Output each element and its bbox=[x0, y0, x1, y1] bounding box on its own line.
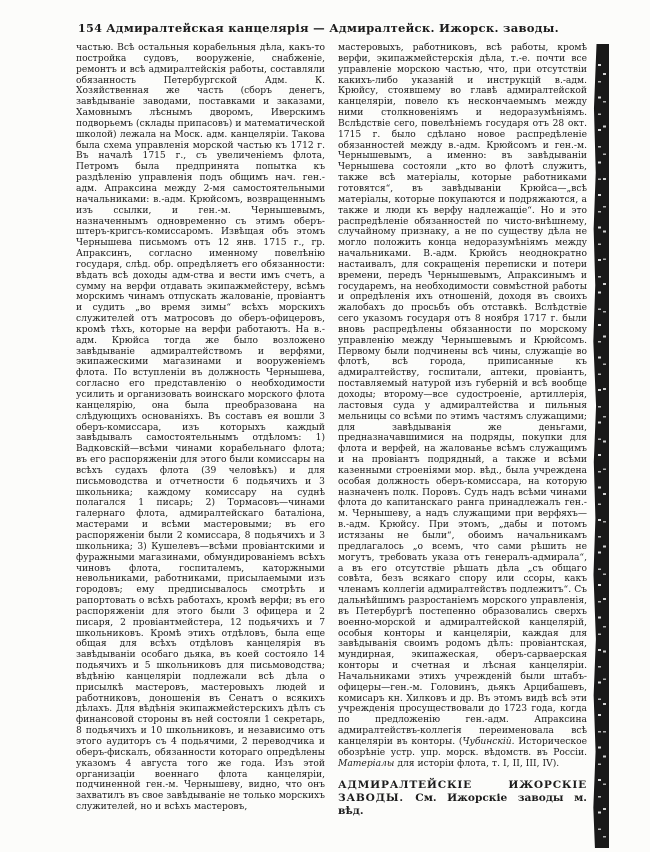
scan-edge-artifact bbox=[593, 44, 609, 848]
column-left bbox=[76, 43, 325, 818]
next-article-entry bbox=[338, 779, 587, 819]
citation-work-title: Матеріалы bbox=[338, 758, 395, 769]
page-number: 154 bbox=[78, 22, 103, 35]
running-header-title: Адмиралтейская канцелярія — Адмиралтейск. Ижорск. заводы. bbox=[106, 21, 559, 35]
citation-middle: Историческое обозрѣніе устр. упр. морск. вѣдомств. въ Россіи. bbox=[338, 737, 587, 758]
citation-author: Чубинскій. bbox=[462, 737, 515, 747]
article-text-left: частью. Всѣ остальныя корабельныя дѣла, какъ-то постройка судовъ, вооруженіе, снабженіе, ремонтъ и всѣ адмиралтейскія работы, составляли обязанность Петербургской Адм. К. Хозяйственная же часть (сборъ денегъ, завѣдываніе заводами, поставками и заказами, Хамовнымъ лѣснымъ дворомъ, Иверскимъ подворьемъ (склады припасовъ) и математической школой) лежала на Моск. адм. канцеляріи. Такова была схема управленія морской частью къ 1712 г. Въ началѣ 1715 г., съ увеличеніемъ флота, Петромъ была предпринята попытка къ раздѣленію управленія подъ общимъ нач. ген.-адм. Апраксина между 2-мя самостоятельными начальниками: в.-адм. Крюйсомъ, возвращеннымъ изъ ссылки, и ген.-м. Чернышевымъ, назначеннымъ одновременно съ этимъ оберъ-штеръ-кригсъ-комиссаромъ. Извѣщая объ этомъ Чернышева письмомъ отъ 12 янв. 1715 г., гр. Апраксинъ, согласно именному повелѣнію государя, слѣд. обр. опредѣляетъ его обязанности: вѣдать всѣ доходы адм-ства и вести имъ счетъ, а сумму на верфи отдавать экипажмейстеру, всѣмъ морскимъ чинамъ отпускать жалованіе, провіантъ и судить „во время зимы“ всѣхъ морскихъ служителей отъ матросовъ до оберъ-офицеровъ, кромѣ тѣхъ, которые на верфи работаютъ. На в.-адм. Крюйса тогда же было возложено завѣдываніе адмиралтействомъ и верфями, экипажескими магазинами и вооруженіемъ флота. По вступленіи въ должность Чернышева, согласно его представленію о необходимости усилить и организовать воинскаго морского флота канцелярію, она была преобразована на слѣдующихъ основаніяхъ. Въ составъ ея вошли 3 оберъ-комиссара, изъ которыхъ каждый завѣдывалъ самостоятельнымъ отдѣломъ: 1) Вадковскій—всѣми чинами корабельнаго флота; въ его распоряженіи для этого были комиссары на всѣхъ судахъ флота (39 человѣкъ) и для письмоводства и отчетности 6 подьячихъ и 3 школьника; каждому комиссару на суднѣ полагался 1 писарь; 2) Тормасовъ—чинами галернаго флота, адмиралтейскаго баталіона, мастерами и всѣми мастеровыми; въ его распоряженіи были 2 комиссара, 8 подьячихъ и 3 школьника; 3) Кушелевъ—всѣми провіантскими и фуражными магазинами, обмундированіемъ всѣхъ чиновъ флота, госпиталемъ, каторжными невольниками, работниками, присылаемыми изъ городовъ; ему предписывалось смотрѣть и рапортовать о всѣхъ работахъ, кромѣ верфи; въ его распоряженіи для этого были 3 офицера и 2 писаря, 2 провіантмейстера, 12 подьячихъ и 7 школьниковъ. Кромѣ этихъ отдѣловъ, была еще общая для всѣхъ отдѣловъ канцелярія въ завѣдываніи особаго дьяка, въ коей состояло 14 подьячихъ и 5 школьниковъ для письмоводства; вѣдѣнію канцеляріи подлежали всѣ дѣла о присылкѣ мастеровъ, мастеровыхъ людей и работниковъ, доношенія въ Сенатъ о всякихъ дѣлахъ. Для вѣдѣнія экипажмейстерскихъ дѣлъ съ финансовой стороны въ ней состояли 1 секретарь, 8 подьячихъ и 10 школьниковъ, и независимо отъ этого аудиторъ съ 4 подьячими, 2 переводчика и оберъ-фискалъ, обязанности котораго опредѣлены указомъ 4 августа того же года. Изъ этой организаціи военнаго флота канцеляріи, подчиненной ген.-м. Чернышеву, видно, что онъ захватилъ въ свое завѣдываніе не только морскихъ служителей, но и всѣхъ мастеровъ, bbox=[76, 43, 325, 813]
article-continuation: мастеровыхъ, работниковъ, всѣ работы, кромѣ верфи, экипажмейстерскія дѣла, т.-е. почти все управленіе морскою частью, что, при отсутствіи какихъ-либо указаній и инструкцій в.-адм. Крюйсу, стоявшему во главѣ адмиралтейской канцеляріи, повело къ нескончаемымъ между ними столкновеніямъ и недоразумѣніямъ. Вслѣдствіе сего, повелѣніемъ государя отъ 28 окт. 1715 г. было сдѣлано новое распредѣленіе обязанностей между в.-адм. Крюйсомъ и ген.-м. Чернышевымъ, а именно: въ завѣдываніи Чернышева состояли „кто во флотѣ служитъ, также всѣ матеріалы, которые работниками готовятся“, въ завѣдываніи Крюйса—„всѣ матеріалы, которые покупаются и подряжаются, а также и люди къ верфу надлежащіе“. Но и это распредѣленіе обязанностей по чисто-внѣшнему, случайному признаку, а не по существу дѣла не могло положить конца недоразумѣніямъ между начальниками. В.-адм. Крюйсъ неоднократно настаивалъ, для сокращенія переписки и потери времени, передъ Чернышевымъ, Апраксинымъ и государемъ, на необходимости совмѣстной работы и опредѣленія ихъ отношеній, доходя въ своихъ жалобахъ до просьбъ объ отставкѣ. Вслѣдствіе сего указомъ государя отъ 8 ноября 1717 г. были вновь распредѣлены обязанности по морскому управленію между Чернышевымъ и Крюйсомъ. Первому были подчинены всѣ чины, служащіе во флотѣ, всѣ города, приписанные къ адмиралтейству, госпитали, аптеки, провіантъ, поставляемый натурой изъ губерній и всѣ вообще доходы; второму—все судостроеніе, артиллерія, ластовыя суда у адмиралтейства и пильныя мельницы со всѣми по этимъ частямъ служащими; для завѣдыванія же деньгами, предназначавшимися на подряды, покупки для флота и верфей, на жалованье всѣмъ служащимъ и на провіантъ подрядный, а также и всѣми казенными строеніями мор. вѣд., была учреждена особая должность оберъ-комиссара, на которую назначенъ полк. Поровъ. Судъ надъ всѣми чинами флота до капитанскаго ранга принадлежалъ ген.-м. Чернышеву, а надъ служащими при верфяхъ—в.-адм. Крюйсу. При этомъ, „дабы и потомъ истязаны не были“, обоимъ начальникамъ предлагалось „о всемъ, что сами рѣшить не могутъ, требовать указа отъ генералъ-адмирала“, а въ его отсутствіе рѣшать дѣла „съ общаго совѣта, безъ всякаго спору или ссоры, какъ членамъ коллегіи адмиралтействъ подлежитъ“. Съ дальнѣйшимъ разростаніемъ морского управленія, въ Петербургѣ постепенно образовались сверхъ военно-морской и адмиралтейской канцелярій, особыя конторы и канцеляріи, каждая для завѣдыванія своимъ родомъ дѣлъ: провіантская, мундирная, экипажеская, оберъ-сарваерская конторы и счетная и лѣсная канцеляріи. Начальниками этихъ учрежденій были штабъ-офицеры—ген.-м. Головинъ, дьякъ Арцибашевъ, комисаръ кн. Хилковъ и др. Въ этомъ видѣ всѣ эти учрежденія просуществовали до 1723 года, когда по предложенію ген.-адм. Апраксина адмиралтействъ-коллегія переименовала всѣ канцеляріи въ конторы. ( bbox=[338, 43, 587, 747]
entry-see-label: См. bbox=[415, 791, 448, 804]
text-columns bbox=[76, 43, 587, 818]
column-right bbox=[338, 43, 587, 818]
article-text-right bbox=[338, 43, 587, 770]
entry-headword: АДМИРАЛТЕЙСКІЕ ИЖОРСКІЕ ЗАВОДЫ. bbox=[338, 778, 587, 804]
citation-end: для исторіи флота, т. I, II, III, IV). bbox=[394, 758, 560, 769]
entry-reference: Ижорскіе заводы м. вѣд. bbox=[338, 791, 587, 817]
